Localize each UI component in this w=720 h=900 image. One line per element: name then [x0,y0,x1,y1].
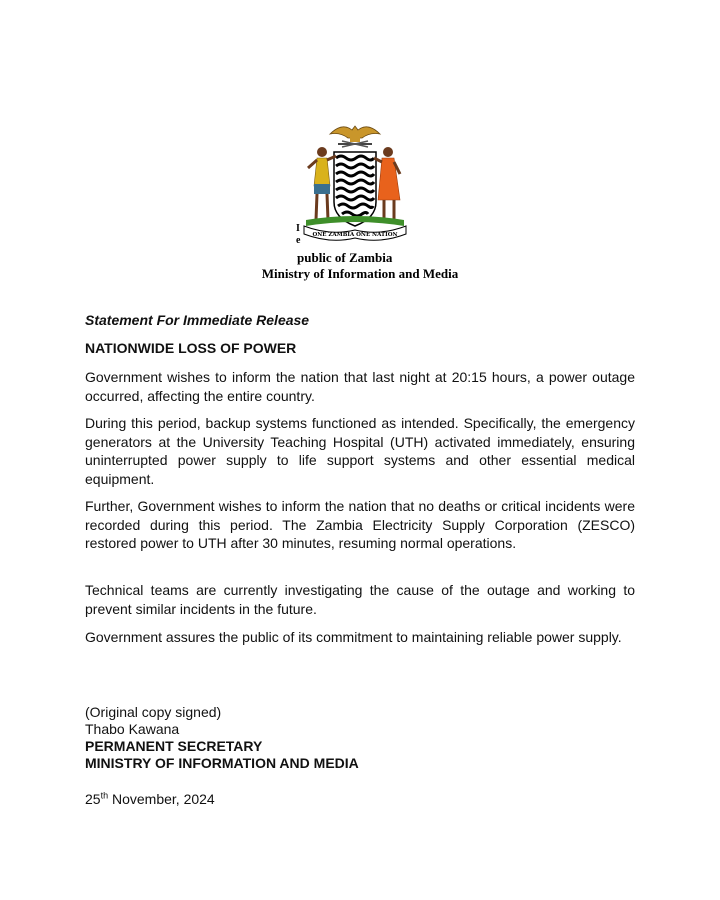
woman-figure-icon [374,147,400,220]
header-fragment-2: e [296,235,301,246]
coat-of-arms-emblem [290,122,420,247]
signatory-title: PERMANENT SECRETARY [85,738,263,754]
release-label: Statement For Immediate Release [85,312,310,328]
republic-line: public of Zambia [297,250,393,265]
header-fragment-1: I [296,223,300,234]
date-suffix: th [100,790,109,801]
statement-headline: NATIONWIDE LOSS OF POWER [85,340,297,356]
paragraph: During this period, backup systems functioned as intended. Specifically, the emergency generators at the University Teaching Hospital (UTH) activated immediately, ensuring uninterrupted power supply to life support systems and other essential medical equipment. [85,415,635,487]
shield-icon [334,152,376,226]
signature-note: (Original copy signed) [85,704,222,720]
paragraph: Government wishes to inform the nation that last night at 20:15 hours, a power outage occurred, affecting the entire country. [85,369,635,404]
signature-block [85,704,635,772]
signatory-ministry: MINISTRY OF INFORMATION AND MEDIA [85,755,359,771]
man-figure-icon [308,147,336,220]
ministry-line: Ministry of Information and Media [261,266,459,281]
eagle-icon [330,126,380,147]
signatory-name: Thabo Kawana [85,721,180,737]
motto-text: ONE ZAMBIA ONE NATION [312,232,398,238]
paragraph: Technical teams are currently investigating the cause of the outage and working to prevent similar incidents in the future. [85,582,635,617]
date-rest: November, 2024 [108,791,215,807]
paragraph: Further, Government wishes to inform the nation that no deaths or critical incidents were recorded during this period. The Zambia Electricity Supply Corporation (ZESCO) restored power to UTH after 30 minutes, resuming normal operations. [85,498,635,551]
date-day: 25 [85,791,101,807]
paragraph: Government assures the public of its commitment to maintaining reliable power supply. [85,629,622,645]
statement-date [85,791,635,807]
